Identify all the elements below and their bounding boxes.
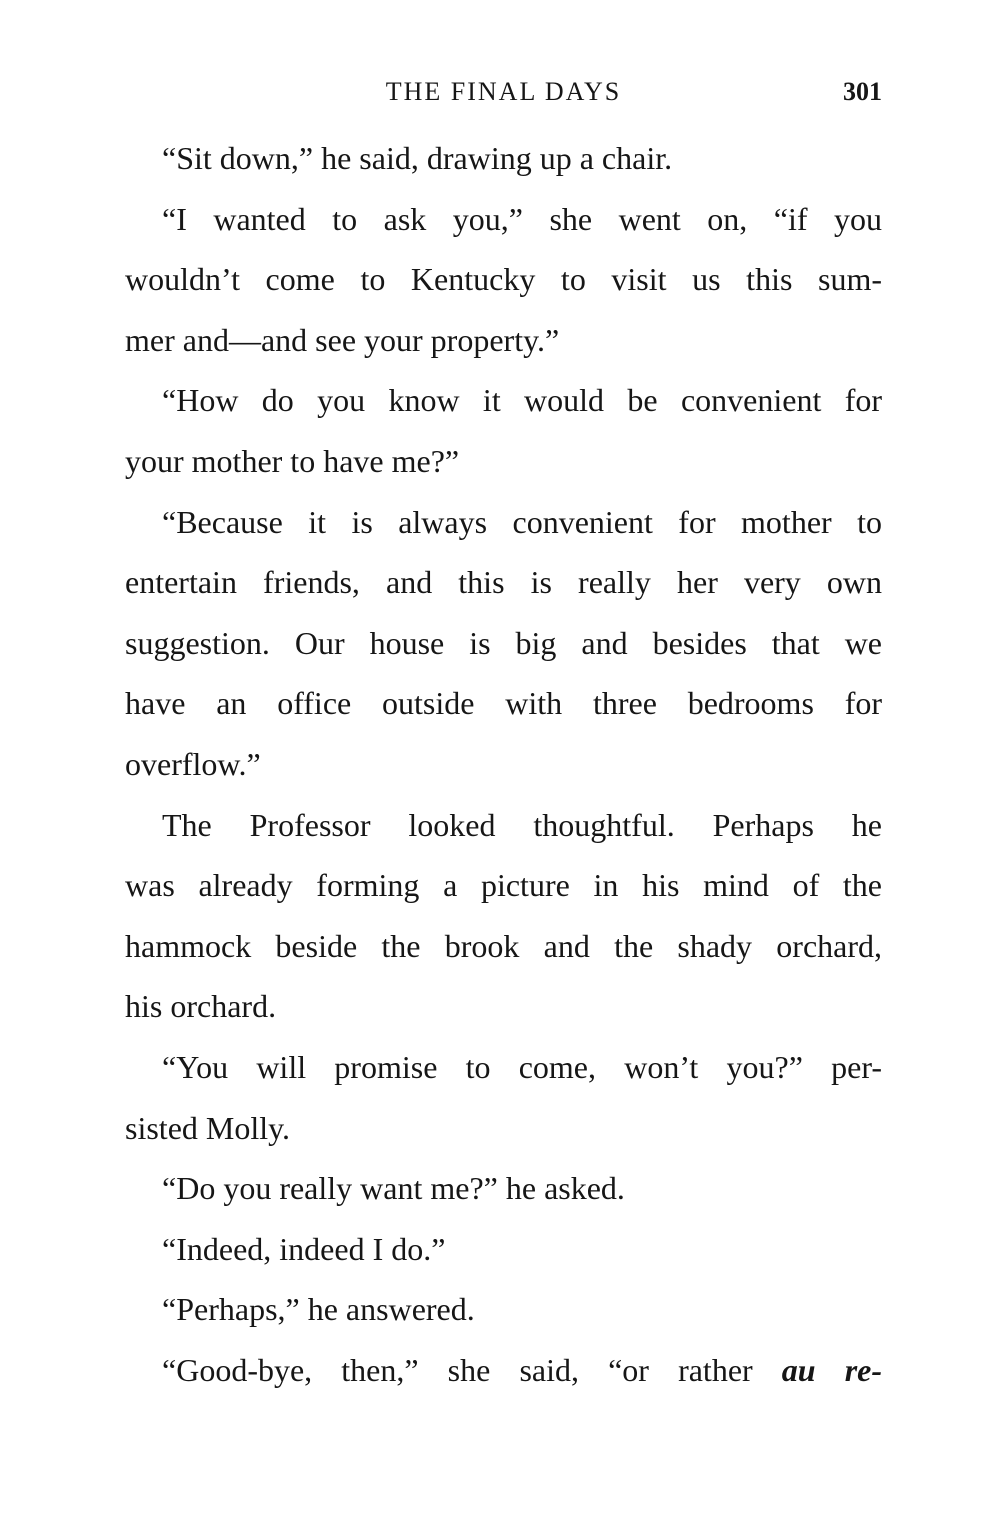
text-line: “Sit down,” he said, drawing up a chair.	[162, 140, 673, 176]
paragraph	[125, 1158, 882, 1219]
text-line: The Professor looked thoughtful. Perhaps he	[162, 806, 882, 843]
running-title: THE FINAL DAYS	[385, 77, 622, 106]
paragraph	[125, 795, 882, 1037]
paragraph	[125, 492, 882, 795]
text-line: “Perhaps,” he answered.	[162, 1291, 475, 1328]
text-line: overflow.”	[125, 745, 261, 782]
running-head	[125, 72, 882, 112]
paragraph	[125, 1340, 882, 1401]
text-line: his orchard.	[125, 988, 277, 1025]
page-number: 301	[843, 77, 882, 106]
text-line: “How do you know it would be convenient for	[162, 382, 882, 419]
text-line: “I wanted to ask you,” she went on, “if you	[162, 200, 882, 237]
paragraph	[125, 1037, 882, 1158]
text-line: was already forming a picture in his mind of the	[125, 867, 882, 904]
text-line: “Good-bye, then,” she said, “or rather au re-	[162, 1351, 883, 1388]
text-line: suggestion. Our house is big and besides that we	[125, 624, 882, 661]
paragraph	[125, 1219, 882, 1280]
text-line: your mother to have me?”	[125, 442, 460, 479]
paragraph	[125, 128, 882, 189]
text-line: mer and—and see your property.”	[125, 321, 560, 358]
text-line: have an office outside with three bedrooms for	[125, 685, 882, 722]
italic-text: au re-	[781, 1351, 883, 1388]
body-text	[125, 128, 882, 1400]
paragraph	[125, 370, 882, 491]
text-line: “You will promise to come, won’t you?” per-	[162, 1048, 882, 1085]
paragraph	[125, 1279, 882, 1340]
text-line: entertain friends, and this is really her very own	[125, 564, 882, 601]
text-line: sisted Molly.	[125, 1109, 291, 1146]
text-line: “Do you really want me?” he asked.	[162, 1170, 625, 1207]
text-line: “Because it is always convenient for mother to	[162, 503, 882, 540]
text-line: wouldn’t come to Kentucky to visit us this sum-	[125, 261, 882, 298]
text-line: “Indeed, indeed I do.”	[162, 1230, 446, 1267]
text-line: hammock beside the brook and the shady orchard,	[125, 927, 882, 964]
paragraph	[125, 189, 882, 371]
